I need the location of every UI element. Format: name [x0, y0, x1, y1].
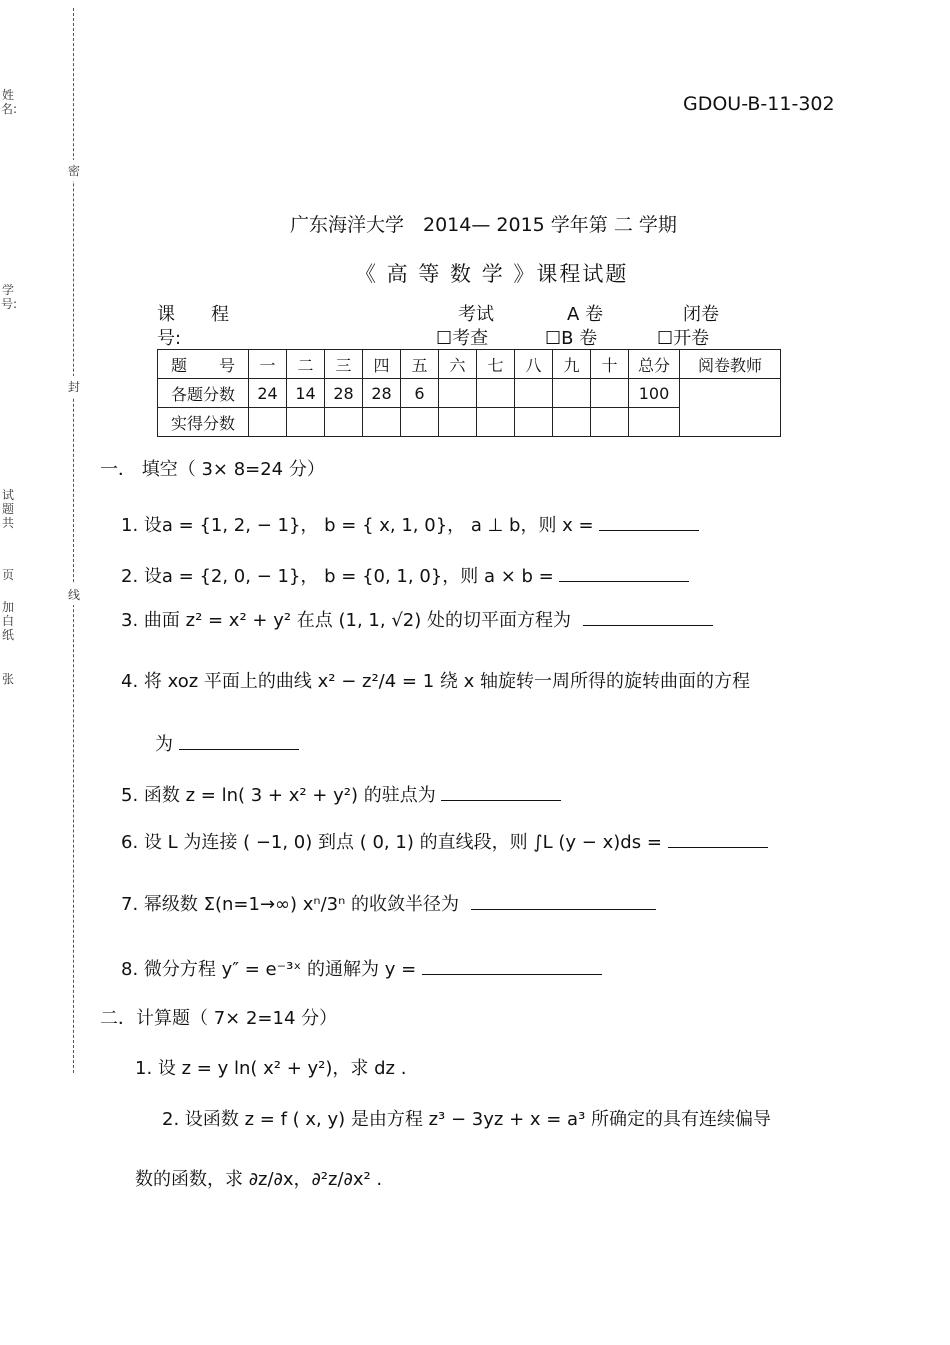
question-text: 5. 函数 z = ln( 3 + x² + y²) 的驻点为	[121, 785, 436, 806]
answer-blank[interactable]	[422, 956, 602, 975]
question-text: 为	[155, 734, 173, 755]
table-cell: 三	[325, 350, 363, 379]
grader-signature-cell[interactable]	[680, 379, 781, 437]
question-1-4-continued	[155, 730, 299, 756]
question-1-7	[121, 890, 656, 916]
name-label: 姓名:	[1, 88, 18, 116]
question-1-8	[121, 955, 602, 981]
question-1-4	[121, 667, 750, 693]
exam-check-option: ☐考查	[436, 328, 489, 349]
cut-mark-seal: 密	[68, 160, 80, 181]
table-cell	[477, 379, 515, 408]
answer-blank[interactable]	[179, 731, 299, 750]
table-cell: 28	[363, 379, 401, 408]
document-code: GDOU-B-11-302	[683, 93, 835, 115]
course-number-label: 号:	[157, 328, 182, 349]
table-cell: 二	[287, 350, 325, 379]
university-term-title: 广东海洋大学 2014— 2015 学年第 二 学期	[290, 214, 677, 236]
score-entry-cell[interactable]	[629, 408, 680, 437]
answer-blank[interactable]	[583, 607, 713, 626]
table-cell: 24	[249, 379, 287, 408]
table-cell: 100	[629, 379, 680, 408]
answer-blank[interactable]	[668, 829, 768, 848]
student-id-label: 学号:	[1, 283, 18, 311]
table-cell	[515, 379, 553, 408]
table-cell: 一	[249, 350, 287, 379]
exam-type-label: 考试	[458, 304, 494, 325]
score-entry-cell[interactable]	[363, 408, 401, 437]
question-2-1: 1. 设 z = y ln( x² + y²)，求 dz .	[135, 1058, 407, 1079]
score-table	[157, 349, 781, 437]
course-label: 课 程	[157, 304, 229, 325]
question-text: 8. 微分方程 y″ = e⁻³ˣ 的通解为 y =	[121, 959, 417, 980]
question-1-5	[121, 781, 561, 807]
question-text: 2. 设a = {2, 0, − 1}， b = {0, 1, 0}，则 a × b =	[121, 566, 554, 587]
answer-blank[interactable]	[559, 563, 689, 582]
question-text: 6. 设 L 为连接 ( −1, 0) 到点 ( 0, 1) 的直线段，则 ∫L (y − x)ds =	[121, 832, 662, 853]
paper-b-option: ☐B 卷	[545, 328, 598, 349]
cut-mark-line: 线	[68, 584, 80, 605]
table-cell: 六	[439, 350, 477, 379]
answer-blank[interactable]	[599, 512, 699, 531]
table-cell: 28	[325, 379, 363, 408]
table-cell: 五	[401, 350, 439, 379]
pages-note-2: 页	[1, 568, 14, 582]
answer-blank[interactable]	[441, 782, 561, 801]
question-1-2	[121, 562, 689, 588]
score-entry-cell[interactable]	[591, 408, 629, 437]
section-2-heading: 二．计算题（ 7× 2=14 分）	[100, 1008, 338, 1029]
closed-book-label: 闭卷	[683, 304, 719, 325]
score-entry-cell[interactable]	[515, 408, 553, 437]
table-cell: 八	[515, 350, 553, 379]
table-cell	[591, 379, 629, 408]
pages-note-3: 加白纸	[1, 600, 14, 642]
question-1-1	[121, 511, 699, 537]
score-entry-cell[interactable]	[439, 408, 477, 437]
table-row	[158, 379, 781, 408]
table-cell: 14	[287, 379, 325, 408]
answer-blank[interactable]	[471, 891, 656, 910]
question-text: 3. 曲面 z² = x² + y² 在点 (1, 1, √2) 处的切平面方程为	[121, 610, 571, 631]
table-cell: 七	[477, 350, 515, 379]
table-cell: 阅卷教师	[680, 350, 781, 379]
paper-a-label: A 卷	[567, 304, 604, 325]
score-entry-cell[interactable]	[249, 408, 287, 437]
table-cell: 实得分数	[158, 408, 249, 437]
question-1-3	[121, 606, 713, 632]
score-entry-cell[interactable]	[477, 408, 515, 437]
question-text: 4. 将 xoz 平面上的曲线 x² − z²/4 = 1 绕 x 轴旋转一周所得的旋转曲面的方程	[121, 671, 750, 692]
question-text: 1. 设a = {1, 2, − 1}， b = { x, 1, 0}， a ⊥ b，则 x =	[121, 515, 594, 536]
score-entry-cell[interactable]	[401, 408, 439, 437]
table-cell	[553, 379, 591, 408]
section-1-heading: 一． 填空（ 3× 8=24 分）	[100, 459, 325, 480]
table-row	[158, 350, 781, 379]
question-text: 7. 幂级数 Σ(n=1→∞) xⁿ/3ⁿ 的收敛半径为	[121, 894, 460, 915]
question-2-2: 2. 设函数 z = f ( x, y) 是由方程 z³ − 3yz + x = a³ 所确定的具有连续偏导	[162, 1109, 772, 1130]
question-2-2-continued: 数的函数，求 ∂z/∂x，∂²z/∂x² .	[135, 1169, 383, 1190]
table-cell: 九	[553, 350, 591, 379]
table-cell	[439, 379, 477, 408]
score-entry-cell[interactable]	[325, 408, 363, 437]
table-cell: 6	[401, 379, 439, 408]
table-cell: 各题分数	[158, 379, 249, 408]
question-1-6	[121, 828, 768, 854]
table-cell: 四	[363, 350, 401, 379]
pages-note-4: 张	[1, 672, 14, 686]
course-title: 《 高 等 数 学 》课程试题	[355, 262, 629, 286]
table-cell: 十	[591, 350, 629, 379]
table-cell: 总分	[629, 350, 680, 379]
cut-mark-envelope: 封	[68, 376, 80, 397]
table-cell: 题 号	[158, 350, 249, 379]
pages-note-1: 试题共	[1, 488, 14, 530]
score-entry-cell[interactable]	[287, 408, 325, 437]
open-book-option: ☐开卷	[657, 328, 710, 349]
score-entry-cell[interactable]	[553, 408, 591, 437]
